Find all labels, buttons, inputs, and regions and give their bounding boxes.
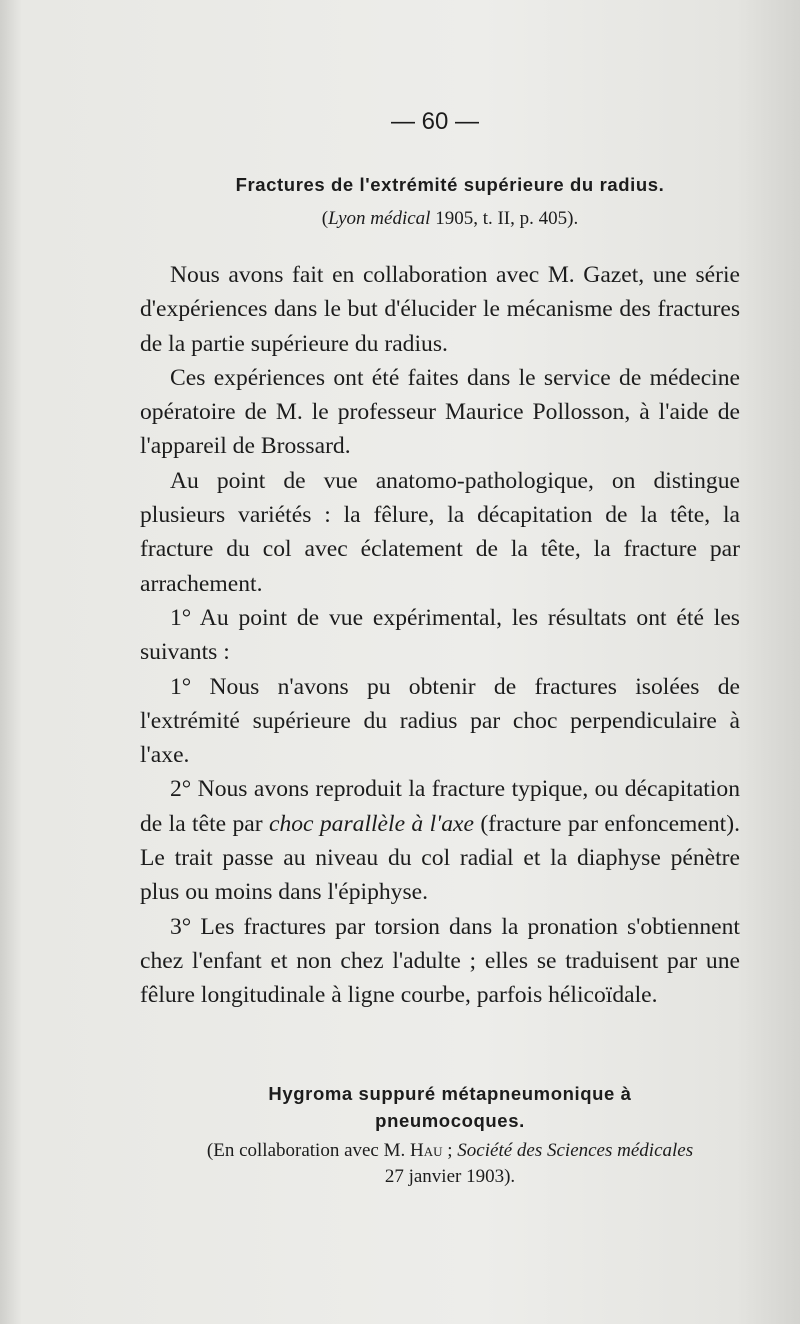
ref-open: (En collaboration avec M. xyxy=(206,1140,411,1161)
source-rest: 1905, t. II, p. 405). xyxy=(430,208,579,229)
source-citation xyxy=(140,208,760,230)
hygroma-reference xyxy=(140,1138,760,1190)
paragraph-anatomo: Au point de vue anatomo-pathologique, on distingue plusieurs variétés : la fêlure, la décapitation de la tête, la fracture du col avec éclatement de la tête, la fracture par arrachement. xyxy=(140,467,740,597)
paragraph-result-2-after: (fracture par enfoncement). Le trait passe au niveau du col radial et la diaphyse pénètre plus ou moins dans l'épiphyse. xyxy=(140,810,740,906)
paragraph-result-2 xyxy=(140,772,740,909)
paragraph-result-2-before: 2° Nous avons reproduit la fracture typique, ou décapitation de la tête par xyxy=(140,776,740,837)
paragraph-result-2-italic: choc parallèle à l'axe xyxy=(268,810,474,837)
section-title-fractures: Fractures de l'extrémité supérieure du radius. xyxy=(235,174,665,195)
source-open: ( xyxy=(321,208,329,229)
ref-date: 27 janvier 1903). xyxy=(384,1166,516,1187)
hygroma-title-line2: pneumocoques. xyxy=(375,1110,525,1131)
section-title-hygroma xyxy=(140,1080,760,1134)
paragraph-results-heading: 1° Au point de vue expérimental, les résultats ont été les suivants : xyxy=(140,604,740,666)
paragraph-result-1: 1° Nous n'avons pu obtenir de fractures isolées de l'extrémité supérieure du radius par choc perpendiculaire à l'axe. xyxy=(140,673,740,769)
source-journal: Lyon médical xyxy=(328,208,431,229)
paragraph-intro: Nous avons fait en collaboration avec M. Gazet, une série d'expériences dans le but d'élucider le mécanisme des fractures de la partie supérieure du radius. xyxy=(140,262,740,357)
page-number: — 60 — xyxy=(390,108,480,135)
ref-sep: ; xyxy=(442,1140,458,1161)
ref-society: Société des Sciences médicales xyxy=(457,1140,694,1161)
paragraph-experiments: Ces expériences ont été faites dans le service de médecine opératoire de M. le professeur Maurice Pollosson, à l'aide de l'appareil de Brossard. xyxy=(140,364,740,460)
paragraph-result-3: 3° Les fractures par torsion dans la pronation s'obtiennent chez l'enfant et non chez l'adulte ; elles se traduisent par une fêlure longitudinale à ligne courbe, parfois hélicoïdale. xyxy=(140,913,740,1009)
ref-author: Hau xyxy=(410,1140,443,1161)
article-body xyxy=(140,258,740,1013)
hygroma-title-line1: Hygroma suppuré métapneumonique à xyxy=(268,1083,632,1104)
